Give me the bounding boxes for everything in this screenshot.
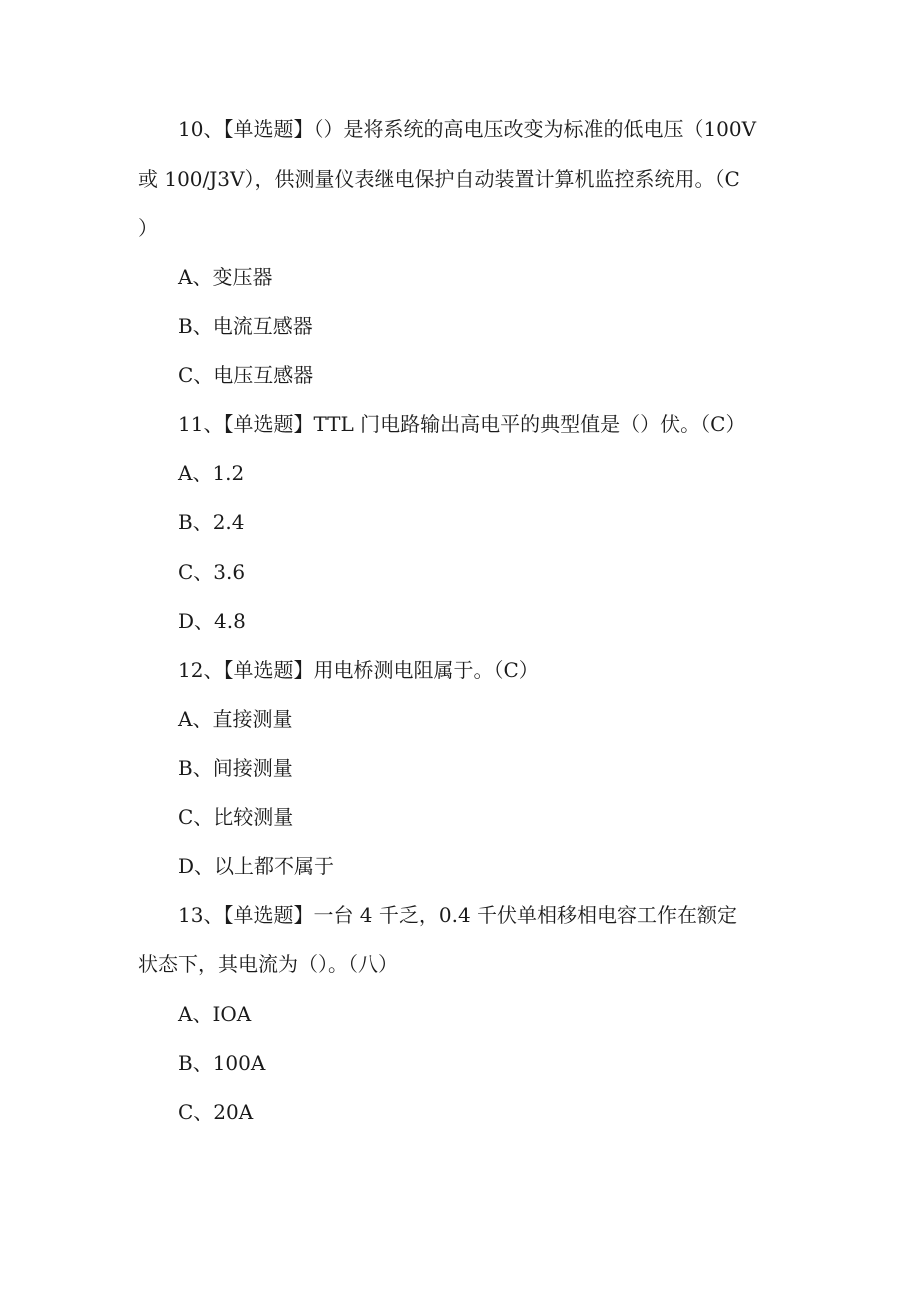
question-12-line-1: 12、【单选题】用电桥测电阻属于。（C） [178,658,539,682]
question-13-line-1: 13、【单选题】一台 4 千乏，0.4 千伏单相移相电容工作在额定 [178,903,738,927]
question-13-option-a: A、IOA [178,1002,252,1026]
question-11-line-1: 11、【单选题】TTL 门电路输出高电平的典型值是（）伏。（C） [178,412,746,436]
question-11-option-c: C、3.6 [178,560,246,584]
question-11-option-a: A、1.2 [178,461,245,485]
question-12-option-a: A、直接测量 [178,707,293,731]
question-13-option-c: C、20A [178,1100,254,1124]
question-10-option-a: A、变压器 [178,265,273,289]
question-10-line-3: ） [138,216,158,240]
question-10-line-1: 10、【单选题】（）是将系统的高电压改变为标准的低电压（100V [178,117,757,141]
question-11-option-b: B、2.4 [178,510,245,534]
question-11-option-d: D、4.8 [178,609,246,633]
question-12-option-d: D、以上都不属于 [178,854,335,878]
question-10-line-2: 或 100/J3V），供测量仪表继电保护自动装置计算机监控系统用。（C [138,167,740,191]
question-10-option-c: C、电压互感器 [178,363,314,387]
question-12-option-c: C、比较测量 [178,805,294,829]
question-12-option-b: B、间接测量 [178,756,293,780]
question-10-option-b: B、电流互感器 [178,314,313,338]
question-13-line-2: 状态下，其电流为（）。（八） [138,952,398,976]
question-13-option-b: B、100A [178,1051,266,1075]
